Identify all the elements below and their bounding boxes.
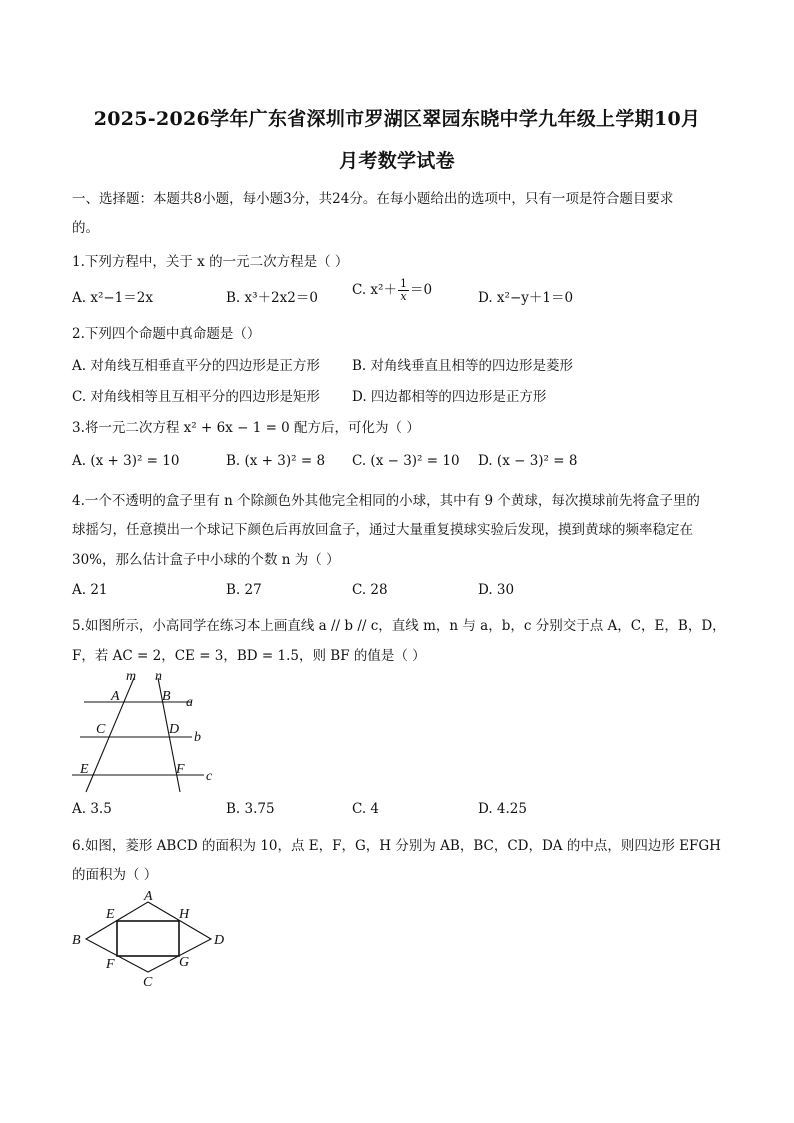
q6-rhombus-abcd bbox=[86, 902, 211, 972]
q5-stem-line2: F，若 AC = 2，CE = 3，BD = 1.5，则 BF 的值是（ ） bbox=[72, 648, 426, 664]
q4-option-a: A. 21 bbox=[72, 582, 108, 598]
q5-label-D: D bbox=[169, 722, 180, 737]
q4-option-d: D. 30 bbox=[478, 582, 515, 598]
q3-option-d: D. (x − 3)² = 8 bbox=[478, 453, 578, 469]
q5-option-c: C. 4 bbox=[352, 801, 380, 817]
q1-option-c-fraction bbox=[398, 278, 409, 303]
page-title-line2: 月考数学试卷 bbox=[339, 150, 455, 172]
q5-label-F: F bbox=[176, 762, 185, 777]
q5-label-C: C bbox=[96, 722, 106, 737]
q4-option-b: B. 27 bbox=[226, 582, 262, 598]
q1-stem: 1.下列方程中，关于 x 的一元二次方程是（ ） bbox=[72, 254, 349, 270]
q5-label-B: B bbox=[162, 689, 171, 704]
q6-stem-line1: 6.如图，菱形 ABCD 的面积为 10，点 E，F，G，H 分别为 AB，BC，CD，DA 的中点，则四边形 EFGH bbox=[72, 838, 721, 854]
q1-option-c-numerator: 1 bbox=[399, 277, 407, 290]
q5-stem-line1: 5.如图所示，小高同学在练习本上画直线 a // b // c，直线 m，n 与 a，b，c 分别交于点 A，C，E，B，D， bbox=[72, 618, 726, 634]
q5-option-a: A. 3.5 bbox=[72, 801, 112, 817]
q6-quadrilateral-efgh bbox=[117, 921, 179, 956]
q3-stem: 3.将一元二次方程 x² + 6x − 1 = 0 配方后，可化为（ ） bbox=[72, 420, 420, 436]
q5-label-a: a bbox=[186, 695, 193, 710]
q5-label-c: c bbox=[206, 769, 213, 784]
q1-option-a: A. x²−1＝2x bbox=[72, 290, 153, 306]
q5-option-b: B. 3.75 bbox=[226, 801, 275, 817]
q6-label-E: E bbox=[106, 907, 115, 922]
q3-option-b: B. (x + 3)² = 8 bbox=[226, 453, 326, 469]
q6-label-A: A bbox=[144, 889, 153, 904]
q2-stem: 2.下列四个命题中真命题是（） bbox=[72, 326, 261, 342]
q3-option-a: A. (x + 3)² = 10 bbox=[72, 453, 180, 469]
q1-option-b: B. x³＋2x2＝0 bbox=[226, 290, 318, 306]
q5-label-b: b bbox=[194, 730, 201, 745]
q6-rhombus-figure bbox=[66, 888, 236, 994]
q2-option-b: B. 对角线垂直且相等的四边形是菱形 bbox=[352, 358, 574, 374]
q4-stem-line1: 4.一个不透明的盒子里有 n 个除颜色外其他完全相同的小球，其中有 9 个黄球，每次摸球前先将盒子里的 bbox=[72, 493, 700, 509]
q6-label-B: B bbox=[72, 933, 81, 948]
q6-label-F: F bbox=[106, 957, 115, 972]
section-instructions-line2: 的。 bbox=[72, 220, 99, 236]
q2-option-c: C. 对角线相等且互相平分的四边形是矩形 bbox=[72, 389, 320, 405]
section-instructions-line1: 一、选择题：本题共8小题，每小题3分，共24分。在每小题给出的选项中，只有一项是符合题目要求 bbox=[72, 191, 674, 207]
q2-option-d: D. 四边都相等的四边形是正方形 bbox=[352, 389, 547, 405]
q6-stem-line2: 的面积为（ ） bbox=[72, 867, 158, 883]
q4-stem-line3: 30%，那么估计盒子中小球的个数 n 为（ ） bbox=[72, 552, 340, 568]
q5-label-n: n bbox=[155, 669, 162, 684]
q5-label-A: A bbox=[111, 689, 120, 704]
q5-parallel-lines-figure bbox=[66, 666, 226, 798]
q1-option-c-denominator: x bbox=[400, 290, 407, 303]
q5-label-E: E bbox=[80, 762, 89, 777]
q4-stem-line2: 球摇匀，任意摸出一个球记下颜色后再放回盒子，通过大量重复摸球实验后发现，摸到黄球的频率稳定在 bbox=[72, 522, 693, 538]
q5-label-m: m bbox=[126, 669, 137, 684]
q4-option-c: C. 28 bbox=[352, 582, 388, 598]
page-title-line1: 2025-2026学年广东省深圳市罗湖区翠园东晓中学九年级上学期10月 bbox=[93, 108, 701, 130]
q6-label-D: D bbox=[214, 933, 225, 948]
q1-option-c-label: C. x²＋ bbox=[352, 282, 397, 298]
q2-option-a: A. 对角线互相垂直平分的四边形是正方形 bbox=[72, 358, 320, 374]
q6-label-C: C bbox=[143, 975, 153, 990]
q5-option-d: D. 4.25 bbox=[478, 801, 527, 817]
q6-label-H: H bbox=[179, 907, 190, 922]
q3-option-c: C. (x − 3)² = 10 bbox=[352, 453, 460, 469]
q1-option-c bbox=[352, 278, 432, 303]
q1-option-c-tail: ＝0 bbox=[409, 282, 433, 298]
q1-option-d: D. x²−y＋1＝0 bbox=[478, 290, 574, 306]
q6-label-G: G bbox=[179, 955, 190, 970]
